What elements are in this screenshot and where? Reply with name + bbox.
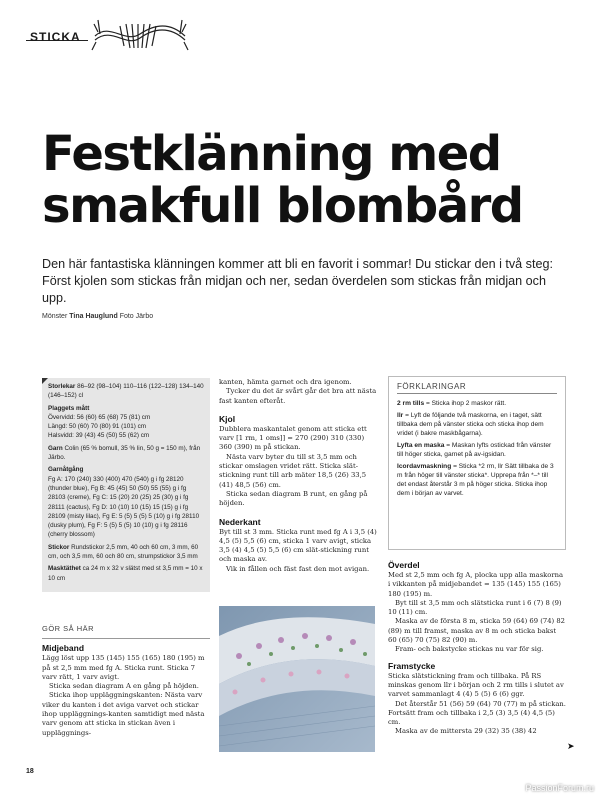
paragraph: kanten, hämta garnet och dra igenom. [219,378,352,386]
heading-midjeband: Midjeband [42,643,85,654]
designer-name: Tina Hauglund [69,313,118,320]
definition-term: Lyfta en maska [397,442,445,449]
yarn-label: Garn [48,444,63,452]
paragraph: Det återstår 51 (56) 59 (64) 70 (77) m på stickan. Fortsätt fram och tillbaka i 2,5 (3) 3,5 (4) 4,5 (5) cm. [388,699,566,727]
definition-item [397,441,557,459]
paragraph: Sticka sedan diagram B runt, en gång på höjden. [219,489,368,508]
size-value: 86–92 (98–104) 110–116 (122–128) 134–140 (146–152) cl [48,383,204,400]
needles-value: Rundstickor 2,5 mm, 40 och 60 cm, 3 mm, 60 cm, och 3,5 mm, 60 och 80 cm, strumpstickor 3,5 mm [48,543,199,561]
photo-label: Foto [119,313,134,320]
paragraph: Sticka sedan diagram A en gång på höjden. [49,682,199,691]
paragraph: Tycker du det är svårt går det bra att nästa fast kanten efteråt. [219,387,377,405]
yarn-value: Colin (65 % bomull, 35 % lin, 50 g = 150 m), från Järbo. [48,444,201,462]
definitions-box [388,376,566,550]
column-2 [219,378,379,574]
paragraph: Byt till st 3,5 mm och slätsticka runt i 6 (7) 8 (9) 10 (11) cm. [388,598,562,617]
gauge-value: ca 24 m x 32 v slätst med st 3,5 mm = 10 x 10 cm [48,565,203,582]
yarn-skein-icon [90,14,190,56]
heading-framstycke: Framstycke [388,660,436,671]
definition-text: = Sticka ihop 2 maskor rätt. [425,400,507,407]
definition-item [397,399,557,408]
credits [42,313,153,320]
column-1 [42,620,212,738]
page-title: Festklänning med smakfull blombård [42,126,523,234]
paragraph: Nästa varv byter du till st 3,5 mm och stickar omslagen vridet rätt. Sticka slät-stickning runt till arb mäter 18,5 (26) 33,5 (41) 48,5 (56) cm. [219,452,367,489]
definition-item [397,411,557,438]
definition-text: = Maskan lyfts ostickad från vänster till höger sticka, garnet på av-igsidan. [397,442,552,458]
definition-text: = Lyft de följande två maskorna, en i taget, sätt tillbaka dem på vänster sticka och sticka ihop dem vridet (i bakre maskbågarna). [397,412,544,437]
measure-line: Längd: 50 (60) 70 (80) 91 (101) cm [48,423,147,431]
page-number: 18 [26,768,34,775]
section-label: STICKA [30,30,81,44]
design-label: Mönster [42,313,68,320]
paragraph: Lägg löst upp 135 (145) 155 (165) 180 (195) m på st 2,5 mm med fg A. Sticka runt. Sticka 7 varv rätt, 1 varv avigt. [42,654,205,681]
definitions-rule [397,393,557,394]
watermark: PassionForum.ru [525,783,594,793]
paragraph: Dubblera maskantalet genom att sticka ett varv [1 rm, 1 oms]] = 270 (290) 310 (330) 360 (390) m på stickan. [219,424,367,452]
definitions-title: FÖRKLARINGAR [397,382,467,391]
paragraph: Maska av de första 8 m, sticka 59 (64) 69 (74) 82 (89) m till framst, maska av 8 m och sticka bakst 60 (65) 70 (75) 82 (90) m. [388,617,565,645]
definition-term: 2 rm tills [397,400,425,407]
paragraph: Sticka ihop uppläggningskanten: Nästa varv viker du kanten i det aviga varvet och stickar ihop uppläggnings-kanten samtidigt med nästa varv genom att sticka in stickan även i uppläggnings- [42,691,205,737]
definition-item [397,462,557,498]
photographer-name: Järbo [135,313,154,320]
intro-text: Den här fantastiska klänningen kommer att bli en favorit i sommar! Du stickar den i två steg: Först kjolen som stickas från midjan och ner, sedan överdelen som stickas från midjan och upp. [42,257,553,305]
definition-term: Icordavmaskning [397,463,452,470]
heading-kjol: Kjol [219,413,236,424]
measure-line: Övervidd: 56 (60) 65 (68) 75 (81) cm [48,413,151,421]
size-label: Storlekar [48,383,76,390]
paragraph: Fram- och bakstycke stickas nu var för sig. [395,645,544,654]
corner-marker [42,378,48,384]
paragraph: Vik in fållen och fäst fast den mot avigan. [226,564,370,573]
definition-text: = Sticka *2 rm, llr Sätt tillbaka de 3 m från höger till vänster sticka*. Upprepa från *–* till det endast återstår 3 m på höger sticka. Sticka ihop dem i början av varvet. [397,463,554,497]
gauge-label: Masktäthet [48,565,81,573]
definition-term: llr [397,412,404,419]
dress-photo [219,606,375,752]
paragraph: Byt till st 3 mm. Sticka runt med fg A i 3,5 (4) 4,5 (5) 5,5 (6) cm, sticka 1 varv avigt, sticka 3,5 (4) 4,5 (5) 5,5 (6) cm slät-stickning runt och maska av. [219,527,377,564]
needles-label: Stickor [48,543,70,551]
continue-arrow-icon: ➤ [567,741,575,751]
measure-line: Halsvidd: 39 (43) 45 (50) 55 (62) cm [48,432,150,440]
heading-overdel: Överdel [388,560,420,570]
amount-title: Garnåtgång [48,466,84,474]
measures-title: Plaggets mått [48,404,90,412]
column-4 [388,556,566,737]
paragraph: Med st 2,5 mm och fg A, plocka upp alla maskorna i vikkanten på midjebandet = 135 (145) 155 (165) 180 (195) m. [388,571,564,598]
amount-value: Fg A: 170 (240) 330 (400) 470 (540) g i fg 28120 (thunder blue), Fg B: 45 (45) 50 (50) 55 (55) g i fg 28103 (creme), Fg C: 15 (20) 20 (25) 25 (30) g i fg 28111 (cactus), Fg D: 10 (10) 10 (15) 15 (15) g i fg 28109 (misty lilac), Fg E: 5 (5) 5 (5) 5 (10) g i fg 28110 (dusky plum), Fg F: 5 (5) 5 (5) 10 (10) g i fg 28116 (cherry blossom) [48,475,200,539]
materials-infobox [42,378,210,592]
paragraph: Sticka slätstickning fram och tillbaka. På RS minskas genom llr i början och 2 rm tills i slutet av varvet sammanlagt 4 (4) 5 (5) 6 (6) ggr. [388,671,564,699]
section-rule [42,638,210,639]
section-how-to: GÖR SÅ HÄR [42,624,95,633]
paragraph: Maska av de mittersta 29 (32) 35 (38) 42 [395,727,537,736]
heading-nederkant: Nederkant [219,516,261,527]
